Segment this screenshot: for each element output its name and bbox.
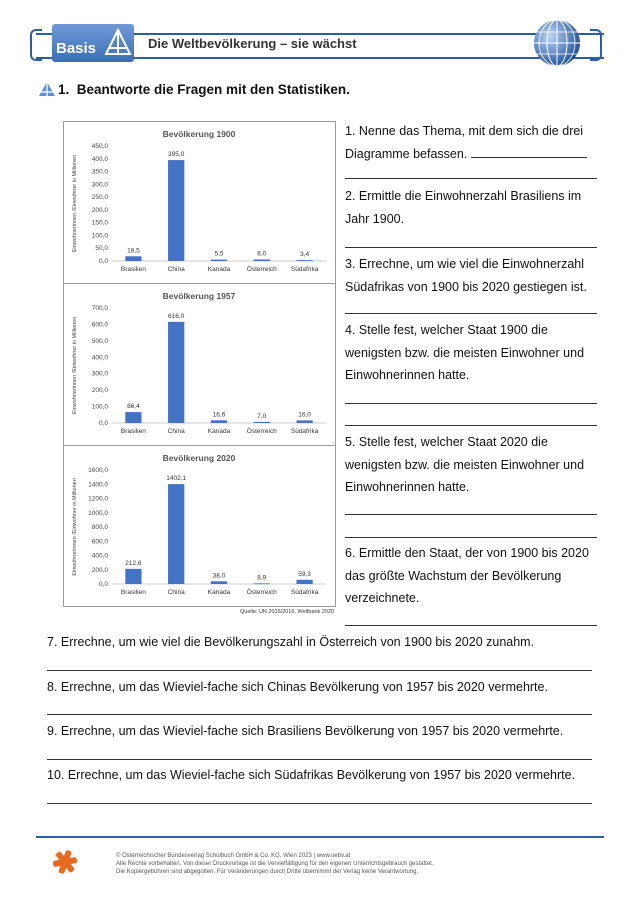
answer-line[interactable] [345, 425, 597, 426]
y-tick-label: 0,0 [98, 581, 108, 588]
answer-line[interactable] [47, 759, 592, 760]
footer-line-2: Alle Rechte vorbehalten. Von dieser Druckvorlage ist die Vervielfältigung für den eigenen Unterrichtsgebrauch gestattet. [116, 861, 434, 867]
task-title-text: Beantworte die Fragen mit den Statistiken. [76, 82, 350, 97]
question-4 [345, 319, 605, 387]
y-tick-label: 0,0 [98, 258, 108, 265]
x-tick-label: Österreich [246, 428, 277, 435]
y-tick-label: 500,0 [91, 337, 108, 345]
y-tick-label: 400,0 [91, 552, 108, 560]
question-2 [345, 185, 605, 230]
question-3-line-2: Südafrikas von 1900 bis 2020 gestiegen ist. [345, 279, 587, 294]
chart-title: Bevölkerung 1957 [162, 291, 236, 301]
bar [125, 256, 141, 261]
question-5 [345, 431, 605, 499]
bar [168, 322, 184, 423]
y-tick-label: 50,0 [95, 245, 108, 253]
data-label: 59,3 [298, 570, 311, 578]
x-tick-label: China [167, 589, 185, 596]
bar [296, 580, 312, 584]
question-9: 9. Errechne, um das Wieviel-fache sich Brasiliens Bevölkerung von 1957 bis 2020 vermehrte. [47, 724, 564, 738]
answer-line[interactable] [345, 247, 597, 248]
question-1-line-2: Diagramme befassen. [345, 143, 605, 166]
x-tick-label: Brasilien [120, 428, 146, 435]
x-tick-label: Österreich [246, 266, 277, 273]
y-tick-label: 200,0 [91, 206, 108, 214]
y-tick-label: 1600,0 [88, 467, 108, 474]
chart-source: Quelle: UN 2015/2016, Weltbank 2020 [240, 609, 335, 615]
y-tick-label: 300,0 [91, 370, 108, 378]
y-tick-label: 400,0 [91, 354, 108, 362]
question-10: 10. Errechne, um das Wieviel-fache sich Südafrikas Bevölkerung von 1957 bis 2020 vermehrte. [47, 768, 576, 782]
question-5-line-1: 5. Stelle fest, welcher Staat 2020 die [345, 435, 548, 449]
y-tick-label: 100,0 [91, 403, 108, 411]
bar [296, 260, 312, 261]
y-tick-label: 1200,0 [88, 495, 108, 503]
basis-badge [52, 24, 134, 62]
question-1 [345, 120, 605, 165]
footer-line-3: Die Kopiergebühren sind abgegolten. Für Veränderungen durch Dritte übernimmt der Verlag keine Verantwortung. [116, 869, 419, 875]
data-label: 16,6 [212, 411, 226, 419]
data-label: 7,0 [257, 412, 267, 420]
header-bracket-right [590, 29, 602, 61]
question-8: 8. Errechne, um das Wieviel-fache sich Chinas Bevölkerung von 1957 bis 2020 vermehrte. [47, 680, 548, 694]
chart-divider [64, 445, 335, 446]
y-tick-label: 350,0 [91, 168, 108, 176]
chart-title: Bevölkerung 1900 [162, 129, 236, 139]
bar [211, 420, 227, 423]
y-tick-label: 450,0 [91, 143, 108, 150]
y-axis-label: Einwohnerinnen /Einwohner in Millionen [72, 478, 78, 576]
question-6 [345, 542, 605, 610]
bar [125, 569, 141, 584]
data-label: 1402,1 [166, 475, 187, 483]
oebv-logo-icon [52, 848, 78, 876]
chart-2020 [64, 446, 335, 606]
x-tick-label: Kanada [207, 266, 231, 273]
question-6-line-2: das größte Wachstum der Bevölkerung [345, 568, 562, 583]
chart-1957 [64, 284, 335, 445]
data-label: 8,9 [257, 574, 267, 582]
chart-title: Bevölkerung 2020 [162, 453, 236, 463]
x-tick-label: China [167, 428, 185, 435]
charts-panel [63, 121, 336, 607]
question-1-line-1: 1. Nenne das Thema, mit dem sich die drei [345, 124, 584, 138]
footer-line-1: © Österreichischer Bundesverlag Schulbuch GmbH & Co. KG, Wien 2023 | www.oebv.at [116, 853, 351, 859]
y-tick-label: 800,0 [91, 524, 108, 531]
data-label: 66,4 [127, 403, 140, 411]
answer-line[interactable] [47, 714, 592, 715]
y-tick-label: 1000,0 [88, 509, 108, 517]
x-tick-label: Brasilien [120, 589, 146, 596]
question-2-line-1: 2. Ermittle die Einwohnerzahl Brasiliens im [345, 189, 582, 203]
globe-icon [532, 18, 582, 68]
answer-line[interactable] [47, 670, 592, 671]
bar [254, 422, 270, 423]
answer-line[interactable] [345, 178, 597, 179]
footer-rule [36, 836, 604, 838]
data-label: 3,4 [300, 251, 310, 259]
data-label: 395,0 [168, 151, 185, 159]
task-title [58, 82, 350, 97]
y-tick-label: 100,0 [91, 232, 108, 240]
data-label: 6,0 [257, 250, 267, 258]
x-tick-label: Südafrika [290, 428, 319, 435]
page-title: Die Weltbevölkerung – sie wächst [148, 36, 357, 51]
data-label: 38,0 [212, 572, 226, 580]
x-tick-label: Kanada [207, 589, 231, 596]
data-label: 18,5 [127, 247, 140, 255]
question-4-line-1: 4. Stelle fest, welcher Staat 1900 die [345, 323, 548, 337]
chart-divider [64, 283, 335, 284]
data-label: 16,0 [298, 411, 311, 419]
data-label: 212,6 [125, 559, 142, 567]
x-tick-label: Südafrika [290, 266, 319, 273]
answer-line[interactable] [345, 403, 597, 404]
task-triangle-icon [38, 80, 56, 98]
x-tick-label: Südafrika [290, 589, 319, 596]
bar [211, 260, 227, 261]
question-6-line-3: verzeichnete. [345, 591, 420, 605]
bar [168, 160, 184, 261]
question-3-line-1: 3. Errechne, um wie viel die Einwohnerzahl [345, 257, 585, 271]
y-tick-label: 300,0 [91, 181, 108, 189]
question-3 [345, 253, 605, 298]
question-4-line-2: wenigsten bzw. die meisten Einwohner und [345, 345, 585, 360]
x-tick-label: China [167, 266, 185, 273]
answer-line[interactable] [47, 803, 592, 804]
question-2-line-2: Jahr 1900. [345, 211, 405, 226]
bar [211, 581, 227, 584]
answer-line[interactable] [345, 313, 597, 314]
y-tick-label: 150,0 [91, 219, 108, 227]
question-5-line-2: wenigsten bzw. die meisten Einwohner und [345, 457, 585, 472]
header-bracket-left [30, 29, 42, 61]
data-label: 616,0 [168, 312, 185, 320]
basis-label: Basis [56, 40, 97, 57]
question-6-line-1: 6. Ermittle den Staat, der von 1900 bis 2020 [345, 546, 589, 560]
y-tick-label: 400,0 [91, 155, 108, 163]
y-tick-label: 0,0 [98, 420, 108, 427]
chart-1900 [64, 122, 335, 283]
y-tick-label: 200,0 [91, 566, 108, 574]
footer-text [116, 852, 434, 876]
x-tick-label: Kanada [207, 428, 231, 435]
answer-line[interactable] [345, 537, 597, 538]
bar [254, 259, 270, 261]
bar [254, 583, 270, 584]
x-tick-label: Brasilien [120, 266, 146, 273]
y-tick-label: 600,0 [91, 321, 108, 329]
question-5-line-3: Einwohnerinnen hatte. [345, 480, 470, 494]
bar [125, 412, 141, 423]
task-number: 1. [58, 82, 70, 97]
y-axis-label: Einwohnerinnen /Einwohner in Millionen [72, 316, 78, 415]
x-tick-label: Österreich [246, 589, 277, 596]
question-4-line-3: Einwohnerinnen hatte. [345, 368, 470, 382]
y-tick-label: 200,0 [91, 387, 108, 395]
bar [168, 484, 184, 584]
answer-blank[interactable] [471, 145, 587, 158]
bar [296, 420, 312, 423]
answer-line[interactable] [345, 514, 597, 515]
y-axis-label: Einwohnerinnen /Einwohner in Millionen [72, 154, 78, 253]
answer-line[interactable] [345, 625, 597, 626]
y-tick-label: 250,0 [91, 194, 108, 202]
data-label: 5,5 [214, 250, 224, 258]
question-7: 7. Errechne, um wie viel die Bevölkerungszahl in Österreich von 1900 bis 2020 zunahm. [47, 635, 535, 649]
y-tick-label: 1400,0 [88, 481, 108, 489]
basis-triangle-icon [104, 28, 132, 58]
y-tick-label: 700,0 [91, 305, 108, 312]
y-tick-label: 600,0 [91, 538, 108, 546]
